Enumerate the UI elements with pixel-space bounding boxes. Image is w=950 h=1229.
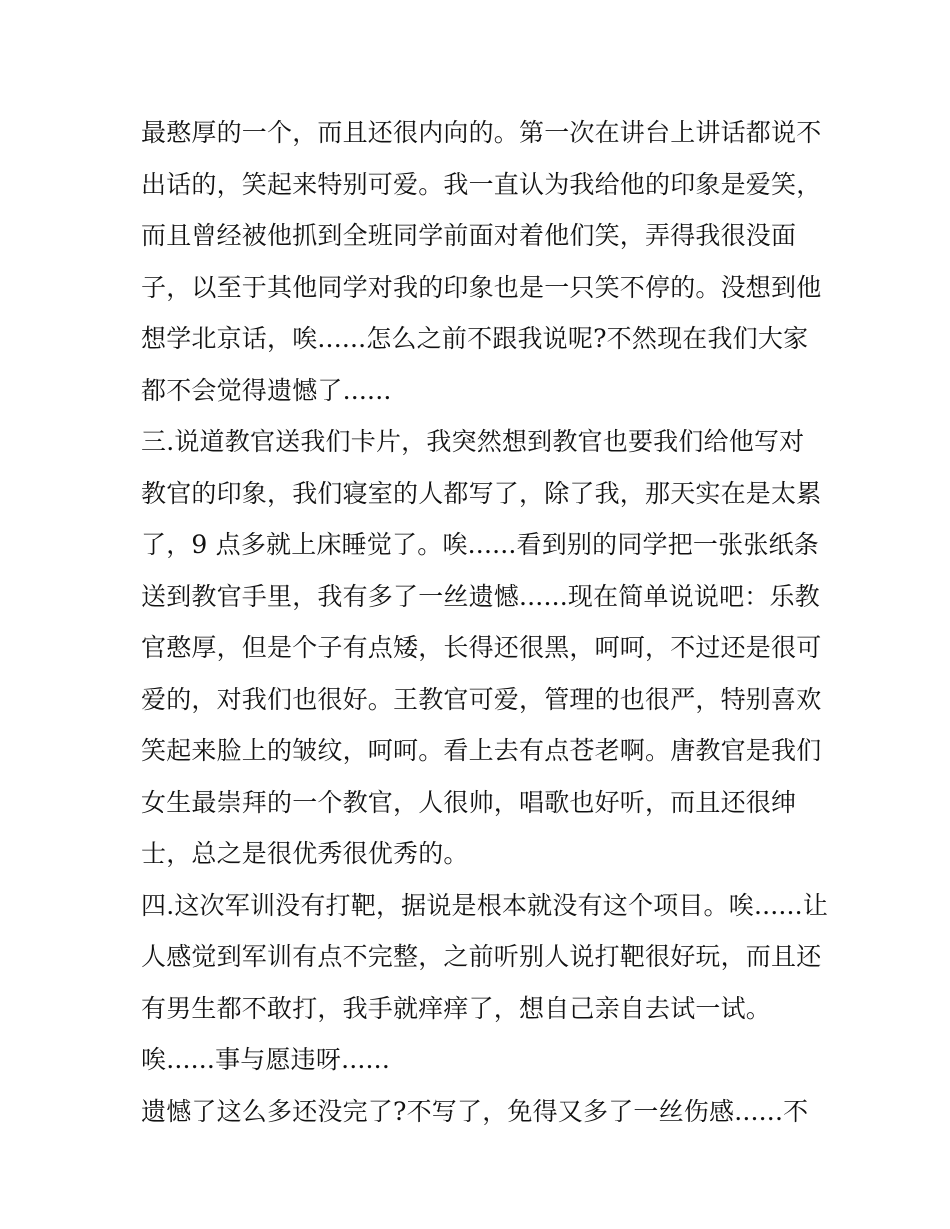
section-four-first-line: 四.这次军训没有打靶，据说是根本就没有这个项目。唉......让 [141, 890, 829, 920]
text-line: 官憨厚，但是个子有点矮，长得还很黑，呵呵，不过还是很可 [141, 633, 822, 662]
body-text [141, 107, 831, 1137]
text-line: 出话的，笑起来特别可爱。我一直认为我给他的印象是爱笑， [141, 169, 822, 199]
text-line: 女生最崇拜的一个教官，人很帅，唱歌也好听，而且还很绅 [141, 787, 797, 817]
text-line: 士，总之是很优秀很优秀的。 [141, 839, 469, 868]
section-three-first-line: 三.说道教官送我们卡片，我突然想到教官也要我们给他写对 [141, 427, 805, 456]
text-line: 教官的印象，我们寝室的人都写了，除了我，那天实在是太累 [141, 478, 822, 508]
text-line: 笑起来脸上的皱纹，呵呵。看上去有点苍老啊。唐教官是我们 [141, 736, 822, 765]
text-line: 了，9 点多就上床睡觉了。唉......看到别的同学把一张张纸条 [141, 530, 819, 559]
text-line: 子，以至于其他同学对我的印象也是一只笑不停的。没想到他 [141, 272, 822, 302]
text-line: 唉......事与愿违呀...... [141, 1045, 390, 1074]
text-line: 最憨厚的一个，而且还很内向的。第一次在讲台上讲话都说不 [141, 118, 822, 147]
text-line: 遗憾了这么多还没完了?不写了，免得又多了一丝伤感......不 [141, 1096, 809, 1126]
text-line: 有男生都不敢打，我手就痒痒了，想自己亲自去试一试。 [141, 993, 772, 1023]
text-line: 而且曾经被他抓到全班同学前面对着他们笑，弄得我很没面 [141, 221, 797, 250]
text-line: 都不会觉得遗憾了...... [141, 375, 392, 405]
text-line: 爱的，对我们也很好。王教官可爱，管理的也很严，特别喜欢 [141, 684, 822, 714]
text-line: 想学北京话，唉......怎么之前不跟我说呢?不然现在我们大家 [141, 324, 809, 353]
text-line: 送到教官手里，我有多了一丝遗憾......现在简单说说吧：乐教 [141, 581, 820, 611]
text-line: 人感觉到军训有点不完整，之前听别人说打靶很好玩，而且还 [141, 942, 822, 971]
